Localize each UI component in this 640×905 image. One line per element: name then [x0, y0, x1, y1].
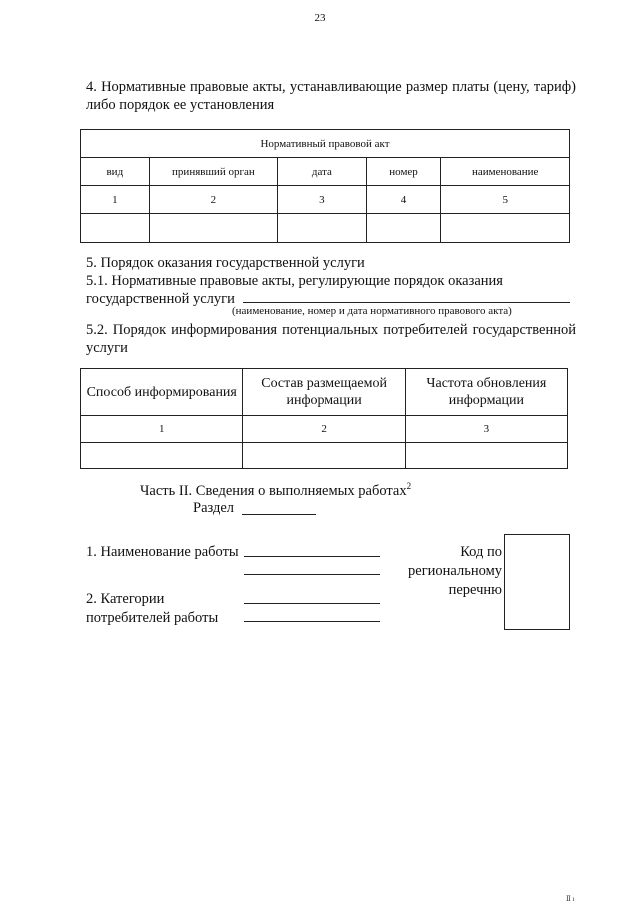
page-number: 23 [314, 12, 326, 24]
empty-cell [366, 214, 441, 243]
empty-cell [149, 214, 278, 243]
empty-cell [81, 214, 150, 243]
consumer-category-line [244, 621, 380, 622]
column-header: Состав размещаемой информации [243, 369, 405, 416]
section-label: Раздел [193, 500, 235, 516]
column-number: 1 [81, 186, 150, 214]
column-number: 3 [405, 416, 567, 443]
part-2-title-text: Часть II. Сведения о выполняемых работах [140, 482, 407, 499]
column-header: наименование [441, 158, 570, 186]
consumer-category-line [244, 603, 380, 604]
empty-cell [81, 443, 243, 469]
work-name-line [244, 556, 380, 557]
column-number: 1 [81, 416, 243, 443]
column-header: дата [278, 158, 367, 186]
empty-cell [278, 214, 367, 243]
section-5-1-text: 5.1. Нормативные правовые акты, регулирующие порядок оказания [86, 273, 503, 289]
column-number: 5 [441, 186, 570, 214]
column-header: вид [81, 158, 150, 186]
corner-mark: Ⅱ ı [566, 895, 575, 903]
legal-acts-table [80, 129, 570, 243]
part-2-title [140, 481, 411, 500]
section-5-1-text-continued: государственной услуги [86, 291, 235, 307]
column-header: принявший орган [149, 158, 278, 186]
regional-code-box [504, 534, 570, 630]
empty-cell [243, 443, 405, 469]
section-5-2-text: 5.2. Порядок информирования потенциальных потребителей государственной услуги [86, 322, 576, 356]
work-name-line [244, 574, 380, 575]
consumer-category-label: 2. Категории потребителей работы [86, 591, 219, 626]
fill-in-caption: (наименование, номер и дата нормативного правового акта) [232, 305, 512, 317]
column-number: 4 [366, 186, 441, 214]
column-number: 3 [278, 186, 367, 214]
informing-table [80, 368, 568, 469]
column-header: Способ информирования [81, 369, 243, 416]
fill-in-line [243, 302, 570, 303]
regional-code-label: Код по региональному перечню [408, 544, 502, 598]
section-5-heading: 5. Порядок оказания государственной услуги [86, 255, 365, 271]
work-name-label: 1. Наименование работы [86, 544, 239, 560]
footnote-marker: 2 [406, 481, 412, 491]
column-header: Частота обновления информации [405, 369, 567, 416]
empty-cell [441, 214, 570, 243]
column-number: 2 [243, 416, 405, 443]
section-4-heading: 4. Нормативные правовые акты, устанавливающие размер платы (цену, тариф) либо порядок ее установления [86, 79, 576, 113]
empty-cell [405, 443, 567, 469]
column-header: номер [366, 158, 441, 186]
column-number: 2 [149, 186, 278, 214]
section-fill-line [242, 514, 316, 515]
legal-acts-table-title: Нормативный правовой акт [81, 130, 570, 158]
